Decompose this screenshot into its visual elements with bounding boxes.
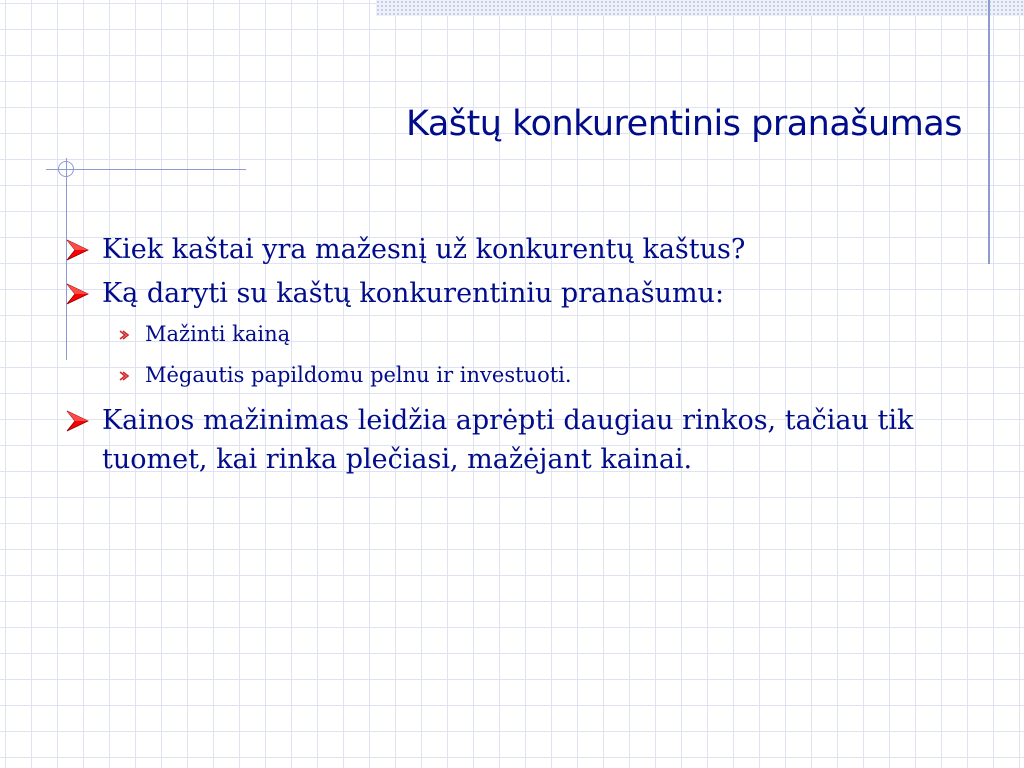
circle-ornament-icon <box>58 161 74 177</box>
right-vertical-rule <box>988 0 990 264</box>
bullet-text: Ką daryti su kaštų konkurentiniu pranašumu: <box>102 278 725 309</box>
chevron-bullet-icon <box>118 370 130 382</box>
sub-bullet-item-2 <box>102 360 966 391</box>
sub-bullet-item-1 <box>102 319 966 350</box>
bullet-item-3 <box>66 401 966 479</box>
bullet-list <box>66 230 966 484</box>
bullet-text: Kiek kaštai yra mažesnį už konkurentų kaštus? <box>102 234 746 265</box>
title-horizontal-rule <box>46 169 246 170</box>
bullet-text: Kainos mažinimas leidžia aprėpti daugiau rinkos, tačiau tik tuomet, kai rinka plečiasi, mažėjant kainai. <box>102 405 914 475</box>
slide-title: Kaštų konkurentinis pranašumas <box>406 104 962 144</box>
sub-bullet-list <box>102 319 966 391</box>
arrow-bullet-icon <box>66 282 90 306</box>
top-decorative-band <box>376 0 1024 16</box>
arrow-bullet-icon <box>66 409 90 433</box>
chevron-bullet-icon <box>118 329 130 341</box>
sub-bullet-text: Mėgautis papildomu pelnu ir investuoti. <box>145 363 572 387</box>
sub-bullet-text: Mažinti kainą <box>145 322 291 346</box>
bullet-item-2 <box>66 274 966 391</box>
arrow-bullet-icon <box>66 238 90 262</box>
bullet-item-1 <box>66 230 966 269</box>
